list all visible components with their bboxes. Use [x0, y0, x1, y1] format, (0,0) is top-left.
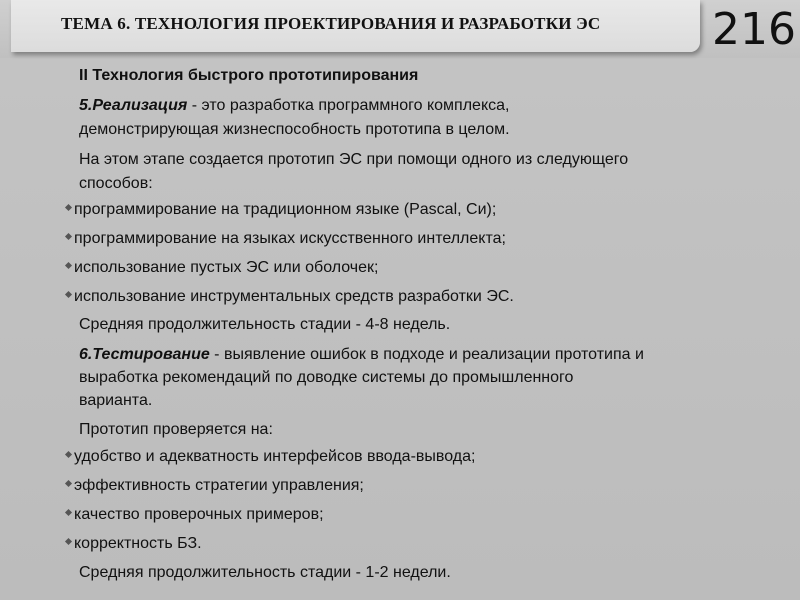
page-number: 216: [712, 4, 796, 55]
realization-definition: - это разработка программного комплекса,: [187, 97, 510, 114]
list-item: программирование на традиционном языке (Pascal, Си);: [66, 199, 496, 220]
list-item: использование инструментальных средств разработки ЭС.: [66, 286, 514, 307]
testing-term: 6.Тестирование: [79, 346, 210, 363]
diamond-bullet-icon: [65, 204, 72, 211]
checked-intro: Прототип проверяется на:: [79, 421, 273, 438]
diamond-bullet-icon: [65, 291, 72, 298]
realization-line-1: [79, 95, 509, 116]
header-card: [11, 0, 700, 52]
list-item: эффективность стратегии управления;: [66, 475, 364, 496]
diamond-bullet-icon: [65, 233, 72, 240]
testing-line-1: [79, 344, 644, 365]
diamond-bullet-icon: [65, 451, 72, 458]
duration-testing: Средняя продолжительность стадии - 1-2 недели.: [79, 564, 451, 581]
diamond-bullet-icon: [65, 262, 72, 269]
list-item: использование пустых ЭС или оболочек;: [66, 257, 378, 278]
testing-line-2: выработка рекомендаций по доводке системы до промышленного: [79, 369, 574, 386]
list-item: программирование на языках искусственного интеллекта;: [66, 228, 506, 249]
stage-intro-line-1: На этом этапе создается прототип ЭС при помощи одного из следующего: [79, 151, 629, 168]
diamond-bullet-icon: [65, 509, 72, 516]
list-item: качество проверочных примеров;: [66, 504, 324, 525]
realization-term: 5.Реализация: [79, 97, 188, 114]
realization-line-2: демонстрирующая жизнеспособность прототипа в целом.: [79, 121, 510, 138]
stage-intro-line-2: способов:: [79, 175, 153, 192]
diamond-bullet-icon: [65, 480, 72, 487]
slide-title: ТЕМА 6. ТЕХНОЛОГИЯ ПРОЕКТИРОВАНИЯ И РАЗРАБОТКИ ЭС: [61, 14, 601, 33]
section-heading: II Технология быстрого прототипирования: [79, 67, 419, 84]
diamond-bullet-icon: [65, 538, 72, 545]
testing-line-3: варианта.: [79, 392, 153, 409]
list-item: удобство и адекватность интерфейсов ввода-вывода;: [66, 446, 475, 467]
duration-realization: Средняя продолжительность стадии - 4-8 недель.: [79, 316, 451, 333]
list-item: корректность БЗ.: [66, 533, 202, 554]
testing-definition: - выявление ошибок в подходе и реализации прототипа и: [209, 346, 644, 363]
